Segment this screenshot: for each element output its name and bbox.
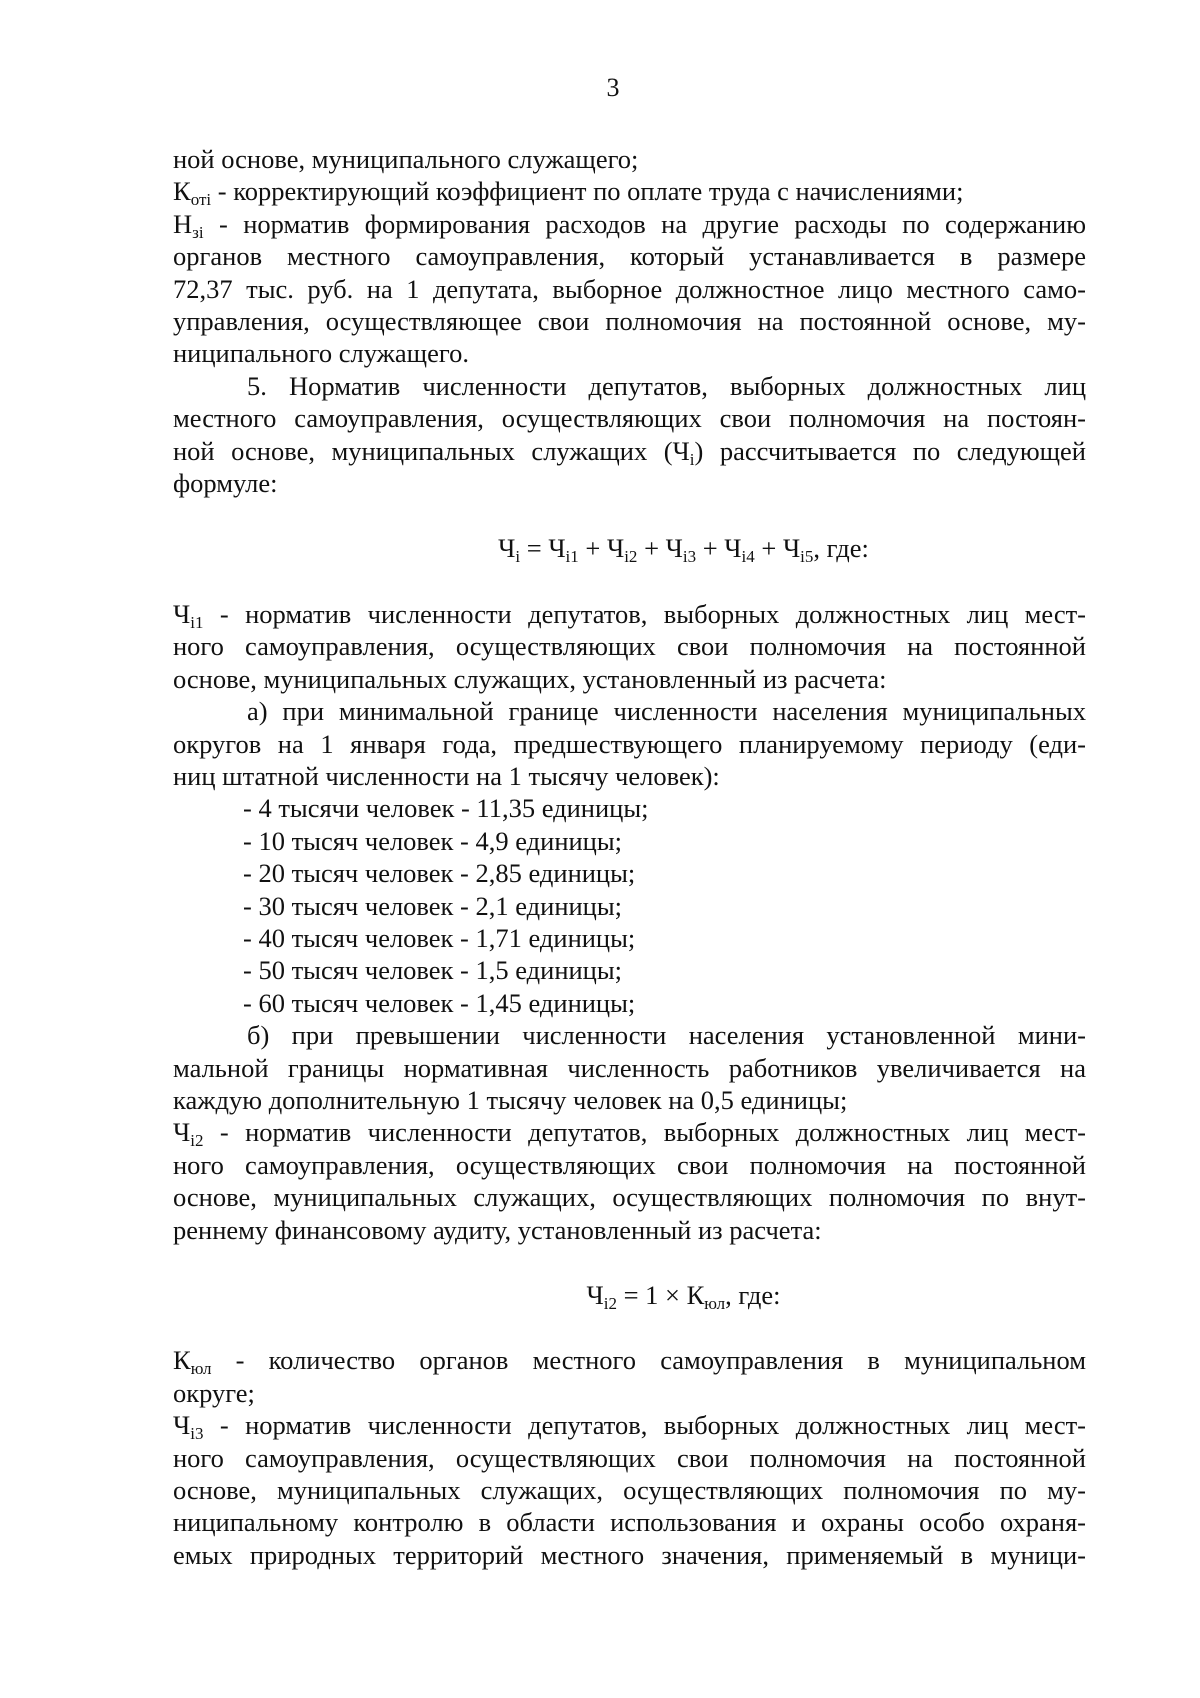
definition-k-yul: $К_{юл}$ - количество органов местного самоуправления в муниципальном: [173, 1345, 1086, 1379]
text-line: округов на 1 января года, предшествующего планируемому периоду (еди-: [173, 728, 1086, 759]
list-item: - 20 тысяч человек - 2,85 единицы;: [243, 858, 636, 889]
text-line: управления, осуществляющее свои полномочия на постоянной основе, му-: [173, 306, 1086, 337]
subparagraph-b: б) при превышении численности населения установленной мини-: [247, 1020, 1086, 1051]
text-line: основе, муниципальных служащих, осуществляющих полномочия по внут-: [173, 1182, 1086, 1213]
text-line: ного самоуправления, осуществляющих свои полномочия на постоянной: [173, 1149, 1086, 1180]
list-item: - 40 тысяч человек - 1,71 единицы;: [243, 922, 636, 953]
symbol-subscript: юл: [190, 1359, 212, 1379]
definition-chi-i2: $Ч_{i2}$ - норматив численности депутатов, выборных должностных лиц мест-: [173, 1117, 1086, 1151]
symbol-subscript: i2: [190, 1131, 204, 1151]
symbol: К: [173, 176, 191, 207]
text-line: 72,37 тыс. руб. на 1 депутата, выборное должностное лицо местного само-: [173, 273, 1086, 304]
text-line: каждую дополнительную 1 тысячу человек на 0,5 единицы;: [173, 1084, 848, 1115]
list-item: - 50 тысяч человек - 1,5 единицы;: [243, 955, 623, 986]
list-item: - 4 тысячи человек - 11,35 единицы;: [243, 793, 649, 824]
text-line: органов местного самоуправления, который устанавливается в размере: [173, 241, 1086, 272]
formula-chi-i2: $Ч_{i2} = 1 \times К_{юл}$, где:: [586, 1280, 781, 1313]
symbol: К: [173, 1345, 191, 1376]
symbol-subscript: зi: [192, 222, 204, 242]
text-line: ниципального служащего.: [173, 338, 469, 369]
text-line: мальной границы нормативная численность работников увеличивается на: [173, 1052, 1086, 1083]
definition-k-oti: $К_{отi}$ - корректирующий коэффициент по оплате труда с начислениями;: [173, 176, 964, 210]
text-line: емых природных территорий местного значения, применяемый в муници-: [173, 1539, 1086, 1570]
text-line: ной основе, муниципального служащего;: [173, 144, 639, 174]
text-line: округе;: [173, 1377, 255, 1408]
text-line: ной основе, муниципальных служащих $(Ч_i)$ рассчитывается по следующей: [173, 435, 1086, 469]
text-line: местного самоуправления, осуществляющих свои полномочия на постоян-: [173, 403, 1086, 434]
list-item: - 30 тысяч человек - 2,1 единицы;: [243, 890, 623, 921]
symbol: Ч: [173, 598, 191, 629]
text-line: ного самоуправления, осуществляющих свои полномочия на постоянной: [173, 631, 1086, 662]
symbol: Н: [173, 208, 193, 239]
page-number: 3: [606, 73, 620, 102]
symbol-subscript: i1: [190, 612, 204, 632]
text-line: формуле:: [173, 468, 278, 499]
formula-chi-total: $Ч_i = Ч_{i1} + Ч_{i2} + Ч_{i3} + Ч_{i4} + Ч_{i5}$, где:: [498, 533, 869, 567]
definition-chi-i1: $Ч_{i1}$ - норматив численности депутатов, выборных должностных лиц мест-: [173, 598, 1086, 632]
symbol: Ч: [173, 1117, 191, 1148]
list-item: - 10 тысяч человек - 4,9 единицы;: [243, 825, 623, 856]
definition-chi-i3: $Ч_{i3}$ - норматив численности депутатов, выборных должностных лиц мест-: [173, 1410, 1086, 1444]
text-line: основе, муниципальных служащих, установленный из расчета:: [173, 663, 887, 694]
paragraph-5-start: 5. Норматив численности депутатов, выборных должностных лиц: [247, 370, 1086, 401]
definition-n-zi: $Н_{зi}$ - норматив формирования расходов на другие расходы по содержанию: [173, 208, 1086, 242]
list-item: - 60 тысяч человек - 1,45 единицы;: [243, 987, 636, 1018]
text-line: реннему финансовому аудиту, установленный из расчета:: [173, 1214, 822, 1245]
symbol: Ч: [173, 1410, 191, 1441]
symbol-subscript: i3: [190, 1424, 204, 1444]
text-line: основе, муниципальных служащих, осуществляющих полномочия по му-: [173, 1475, 1086, 1506]
symbol-subscript: отi: [190, 190, 212, 210]
text-line: ниц штатной численности на 1 тысячу человек):: [173, 760, 720, 791]
text-line: ниципальному контролю в области использования и охраны особо охраня-: [173, 1507, 1086, 1538]
text-line: ного самоуправления, осуществляющих свои полномочия на постоянной: [173, 1442, 1086, 1473]
subparagraph-a: а) при минимальной границе численности населения муниципальных: [247, 696, 1086, 727]
document-body: [173, 143, 1086, 1571]
